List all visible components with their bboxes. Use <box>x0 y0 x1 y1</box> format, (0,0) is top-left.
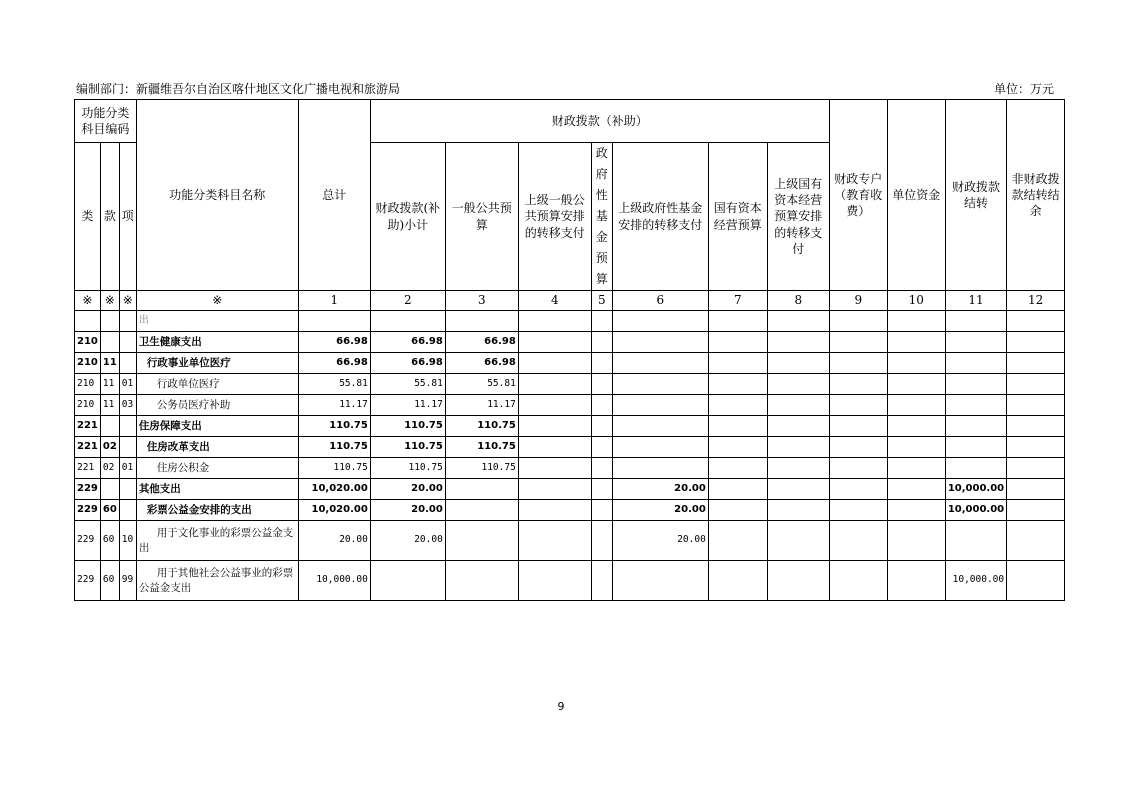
lei-cell: 210 <box>75 374 101 395</box>
fiscal-subtotal-cell: 20.00 <box>370 521 445 561</box>
table-row <box>75 479 1065 500</box>
xiang-cell <box>119 353 136 374</box>
kuan-header: 款 <box>100 143 119 291</box>
table-row <box>75 458 1065 479</box>
fiscal-special-header: 财政专户（教育收费） <box>829 100 887 291</box>
fiscal-subtotal-cell: 66.98 <box>370 332 445 353</box>
name-cell: 用于其他社会公益事业的彩票公益金支出 <box>136 561 298 601</box>
table-row <box>75 416 1065 437</box>
upper-gov-fund-cell: 20.00 <box>612 521 708 561</box>
general-budget-cell: 66.98 <box>445 353 518 374</box>
table-row <box>75 437 1065 458</box>
index-row <box>75 291 1065 311</box>
fiscal-carryover-cell <box>945 416 1006 437</box>
index-cell: 12 <box>1007 291 1065 311</box>
total-cell: 55.81 <box>298 374 370 395</box>
fiscal-carryover-cell <box>945 458 1006 479</box>
fiscal-subtotal-cell: 66.98 <box>370 353 445 374</box>
budget-table <box>74 99 1065 601</box>
table-row <box>75 561 1065 601</box>
fiscal-subtotal-cell: 110.75 <box>370 458 445 479</box>
general-budget-header: 一般公共预算 <box>445 143 518 291</box>
general-budget-cell: 66.98 <box>445 332 518 353</box>
fiscal-carryover-cell <box>945 332 1006 353</box>
xiang-cell <box>119 416 136 437</box>
index-cell: 3 <box>445 291 518 311</box>
fiscal-carryover-cell <box>945 437 1006 458</box>
code-group-header: 功能分类科目编码 <box>75 100 137 143</box>
total-cell: 10,020.00 <box>298 479 370 500</box>
upper-gov-fund-transfer-header: 上级政府性基金安排的转移支付 <box>612 143 708 291</box>
upper-gov-fund-cell <box>612 332 708 353</box>
name-cell: 住房公积金 <box>136 458 298 479</box>
lei-cell: 210 <box>75 395 101 416</box>
department-label: 编制部门：新疆维吾尔自治区喀什地区文化广播电视和旅游局 <box>76 82 401 96</box>
partial-row <box>75 311 1065 332</box>
fiscal-carryover-header: 财政拨款结转 <box>945 100 1006 291</box>
name-cell: 其他支出 <box>136 479 298 500</box>
general-budget-cell: 11.17 <box>445 395 518 416</box>
table-row <box>75 332 1065 353</box>
total-cell: 110.75 <box>298 437 370 458</box>
index-cell: 9 <box>829 291 887 311</box>
unit-label: 单位：万元 <box>993 82 1054 96</box>
name-cell: 公务员医疗补助 <box>136 395 298 416</box>
index-cell: ※ <box>75 291 101 311</box>
fiscal-carryover-cell <box>945 395 1006 416</box>
kuan-cell: 60 <box>100 561 119 601</box>
upper-general-transfer-header: 上级一般公共预算安排的转移支付 <box>518 143 591 291</box>
name-cell: 卫生健康支出 <box>136 332 298 353</box>
table-row <box>75 353 1065 374</box>
total-cell: 110.75 <box>298 416 370 437</box>
name-cell: 行政事业单位医疗 <box>136 353 298 374</box>
upper-state-capital-transfer-header: 上级国有资本经营预算安排的转移支付 <box>767 143 829 291</box>
general-budget-cell <box>445 561 518 601</box>
index-cell: 11 <box>945 291 1006 311</box>
page-number: 9 <box>557 700 565 713</box>
total-cell: 66.98 <box>298 332 370 353</box>
table-row <box>75 521 1065 561</box>
index-cell: ※ <box>100 291 119 311</box>
xiang-cell: 01 <box>119 458 136 479</box>
xiang-cell: 99 <box>119 561 136 601</box>
general-budget-cell <box>445 521 518 561</box>
total-cell: 66.98 <box>298 353 370 374</box>
kuan-cell: 02 <box>100 437 119 458</box>
upper-gov-fund-cell <box>612 458 708 479</box>
xiang-cell <box>119 332 136 353</box>
fiscal-carryover-cell <box>945 374 1006 395</box>
unit-funds-header: 单位资金 <box>887 100 945 291</box>
total-cell: 11.17 <box>298 395 370 416</box>
upper-gov-fund-cell <box>612 395 708 416</box>
xiang-cell <box>119 437 136 458</box>
kuan-cell: 11 <box>100 374 119 395</box>
lei-cell: 221 <box>75 458 101 479</box>
fiscal-carryover-cell: 10,000.00 <box>945 479 1006 500</box>
fiscal-carryover-cell <box>945 521 1006 561</box>
upper-gov-fund-cell: 20.00 <box>612 479 708 500</box>
partial-row-text: 出 <box>136 311 298 332</box>
xiang-header: 项 <box>119 143 136 291</box>
upper-gov-fund-cell: 20.00 <box>612 500 708 521</box>
kuan-cell: 11 <box>100 353 119 374</box>
general-budget-cell <box>445 479 518 500</box>
non-fiscal-carryover-header: 非财政拨款结转结余 <box>1007 100 1065 291</box>
lei-cell: 229 <box>75 561 101 601</box>
fiscal-subtotal-cell <box>370 561 445 601</box>
upper-gov-fund-cell <box>612 416 708 437</box>
index-cell: 7 <box>708 291 767 311</box>
lei-cell: 210 <box>75 332 101 353</box>
table-row <box>75 374 1065 395</box>
index-cell: 1 <box>298 291 370 311</box>
name-cell: 住房保障支出 <box>136 416 298 437</box>
fiscal-subtotal-cell: 110.75 <box>370 416 445 437</box>
lei-cell: 229 <box>75 500 101 521</box>
lei-header: 类 <box>75 143 101 291</box>
lei-cell: 221 <box>75 416 101 437</box>
xiang-cell: 03 <box>119 395 136 416</box>
kuan-cell: 02 <box>100 458 119 479</box>
gov-fund-budget-label: 政府性基金预算 <box>595 146 608 286</box>
general-budget-cell: 110.75 <box>445 416 518 437</box>
upper-gov-fund-cell <box>612 437 708 458</box>
table-row <box>75 395 1065 416</box>
general-budget-cell <box>445 500 518 521</box>
general-budget-cell: 110.75 <box>445 437 518 458</box>
name-header: 功能分类科目名称 <box>136 100 298 291</box>
fiscal-carryover-cell <box>945 353 1006 374</box>
lei-cell: 221 <box>75 437 101 458</box>
fiscal-subtotal-cell: 20.00 <box>370 500 445 521</box>
fiscal-subtotal-header: 财政拨款(补助)小计 <box>370 143 445 291</box>
index-cell: 5 <box>591 291 612 311</box>
index-cell: 6 <box>612 291 708 311</box>
index-cell: 8 <box>767 291 829 311</box>
kuan-cell <box>100 332 119 353</box>
gov-fund-budget-header <box>591 143 612 291</box>
total-header: 总计 <box>298 100 370 291</box>
fiscal-carryover-cell: 10,000.00 <box>945 561 1006 601</box>
index-cell: 4 <box>518 291 591 311</box>
table-row <box>75 500 1065 521</box>
general-budget-cell: 110.75 <box>445 458 518 479</box>
xiang-cell: 01 <box>119 374 136 395</box>
index-cell: 10 <box>887 291 945 311</box>
total-cell: 10,000.00 <box>298 561 370 601</box>
total-cell: 20.00 <box>298 521 370 561</box>
xiang-cell: 10 <box>119 521 136 561</box>
kuan-cell: 11 <box>100 395 119 416</box>
state-capital-header: 国有资本经营预算 <box>708 143 767 291</box>
upper-gov-fund-cell <box>612 353 708 374</box>
name-cell: 彩票公益金安排的支出 <box>136 500 298 521</box>
name-cell: 用于文化事业的彩票公益金支出 <box>136 521 298 561</box>
kuan-cell <box>100 416 119 437</box>
total-cell: 10,020.00 <box>298 500 370 521</box>
kuan-cell <box>100 479 119 500</box>
fiscal-carryover-cell: 10,000.00 <box>945 500 1006 521</box>
general-budget-cell: 55.81 <box>445 374 518 395</box>
kuan-cell: 60 <box>100 500 119 521</box>
lei-cell: 229 <box>75 521 101 561</box>
fiscal-subtotal-cell: 110.75 <box>370 437 445 458</box>
fiscal-subtotal-cell: 55.81 <box>370 374 445 395</box>
upper-gov-fund-cell <box>612 374 708 395</box>
fiscal-subtotal-cell: 20.00 <box>370 479 445 500</box>
fiscal-group-header: 财政拨款（补助） <box>370 100 829 143</box>
index-cell: ※ <box>136 291 298 311</box>
name-cell: 住房改革支出 <box>136 437 298 458</box>
xiang-cell <box>119 479 136 500</box>
lei-cell: 229 <box>75 479 101 500</box>
total-cell: 110.75 <box>298 458 370 479</box>
fiscal-subtotal-cell: 11.17 <box>370 395 445 416</box>
lei-cell: 210 <box>75 353 101 374</box>
upper-gov-fund-cell <box>612 561 708 601</box>
kuan-cell: 60 <box>100 521 119 561</box>
name-cell: 行政单位医疗 <box>136 374 298 395</box>
xiang-cell <box>119 500 136 521</box>
index-cell: 2 <box>370 291 445 311</box>
index-cell: ※ <box>119 291 136 311</box>
